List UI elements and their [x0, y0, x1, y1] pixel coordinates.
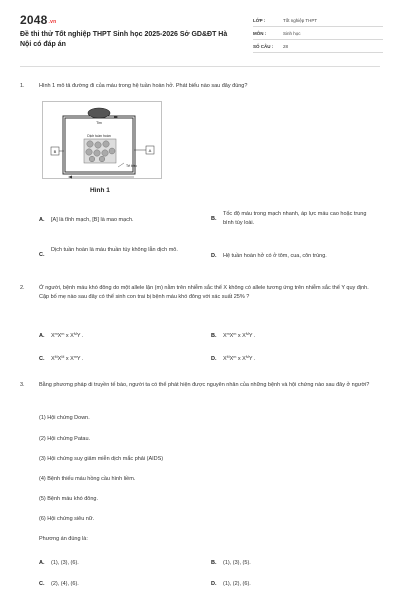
- option-text: (2), (4), (6).: [51, 581, 79, 587]
- question-number: 3.: [20, 382, 25, 388]
- option-text: Hệ tuần hoàn hở có ở tôm, cua, côn trùng.: [223, 253, 327, 259]
- heart-shape: [88, 108, 110, 118]
- answer-prompt: Phương án đúng là:: [39, 536, 88, 542]
- exam-meta: [253, 14, 383, 53]
- question-stem: Bằng phương pháp di truyền tế bào, người ta có thể phát hiện được nguyên nhân của những bệnh và hội chứng nào sau đây ở người?: [39, 382, 370, 388]
- option-letter: D.: [211, 253, 217, 259]
- option-text: (1), (2), (6).: [223, 581, 251, 587]
- genotype-text: $X^mX^m$ x $X^MY$ .: [223, 332, 256, 339]
- list-item: (2) Hội chứng Patau.: [39, 436, 91, 442]
- meta-value: Sinh học: [283, 30, 301, 36]
- question-stem: Ở người, bệnh máu khó đông do một allele lặn (m) nằm trên nhiễm sắc thể X không có allele tương ứng trên nhiễm sắc thể Y quy định. Cặp bố mẹ nào sau đây có thể sinh con trai bị bệnh máu khó đông với xác suất 25% ?: [39, 285, 369, 300]
- exam-title: Đề thi thử Tốt nghiệp THPT Sinh học 2025-2026 Sở GD&ĐT Hà Nội có đáp án: [20, 31, 228, 48]
- meta-row-count: [253, 40, 383, 53]
- site-logo[interactable]: 2048.vn: [20, 13, 57, 27]
- option-text: Dịch tuần hoàn là máu thuần túy không lẫn dịch mô.: [51, 247, 178, 253]
- option-letter: A.: [39, 333, 45, 339]
- option-letter: D.: [211, 356, 217, 362]
- option-letter: C.: [39, 356, 45, 362]
- list-item: (4) Bệnh thiếu máu hồng cầu hình liềm.: [39, 476, 136, 482]
- figure-label-heart: Tim: [96, 121, 102, 125]
- option-text: Tốc độ máu trong mạch nhanh, áp lực máu cao hoặc trung bình tùy loài.: [223, 211, 367, 226]
- list-item: (6) Hội chứng siêu nữ.: [39, 516, 95, 522]
- option-text: (1), (3), (5).: [223, 560, 251, 566]
- genotype-text: $X^MX^m$ x $X^MY$ .: [223, 355, 256, 362]
- meta-row-subject: [253, 27, 383, 40]
- meta-value: Tốt nghiệp THPT: [283, 17, 318, 23]
- meta-row-class: [253, 14, 383, 27]
- option-letter: C.: [39, 581, 45, 587]
- genotype-text: $X^MX^M$ x $X^mY$ .: [51, 355, 84, 362]
- list-item: (1) Hội chứng Down.: [39, 415, 90, 421]
- option-text: (1), (3), (6).: [51, 560, 79, 566]
- figure-caption: Hình 1: [90, 187, 110, 194]
- option-letter: B.: [211, 333, 217, 339]
- meta-label: LỚP :: [253, 17, 266, 23]
- genotype-text: $X^mX^m$ x $X^MY$ .: [51, 332, 84, 339]
- figure-label-cell: Tế bào: [126, 164, 137, 168]
- option-letter: B.: [211, 216, 217, 222]
- question-stem: Hình 1 mô tả đường đi của máu trong hệ tuần hoàn hở. Phát biểu nào sau đây đúng?: [39, 83, 248, 89]
- option-letter: B.: [211, 560, 217, 566]
- header-divider: [20, 66, 380, 67]
- question-number: 2.: [20, 285, 25, 291]
- question-number: 1.: [20, 83, 25, 89]
- figure-label-fluid: Dịch tuần hoàn: [87, 134, 111, 138]
- figure-label-a: A: [148, 148, 152, 153]
- circulation-diagram: [42, 101, 162, 179]
- meta-value: 28: [283, 43, 289, 49]
- option-letter: A.: [39, 560, 45, 566]
- list-item: (3) Hội chứng suy giảm miễn dịch mắc phải (AIDS): [39, 456, 164, 462]
- option-letter: D.: [211, 581, 217, 587]
- option-letter: C.: [39, 252, 45, 258]
- meta-label: MÔN :: [253, 30, 267, 36]
- figure-label-b: B: [53, 149, 57, 154]
- meta-label: SỐ CÂU :: [253, 43, 274, 49]
- option-letter: A.: [39, 217, 45, 223]
- list-item: (5) Bệnh máu khó đông.: [39, 496, 99, 502]
- option-text: [A] là tĩnh mạch, [B] là mao mạch.: [51, 217, 134, 223]
